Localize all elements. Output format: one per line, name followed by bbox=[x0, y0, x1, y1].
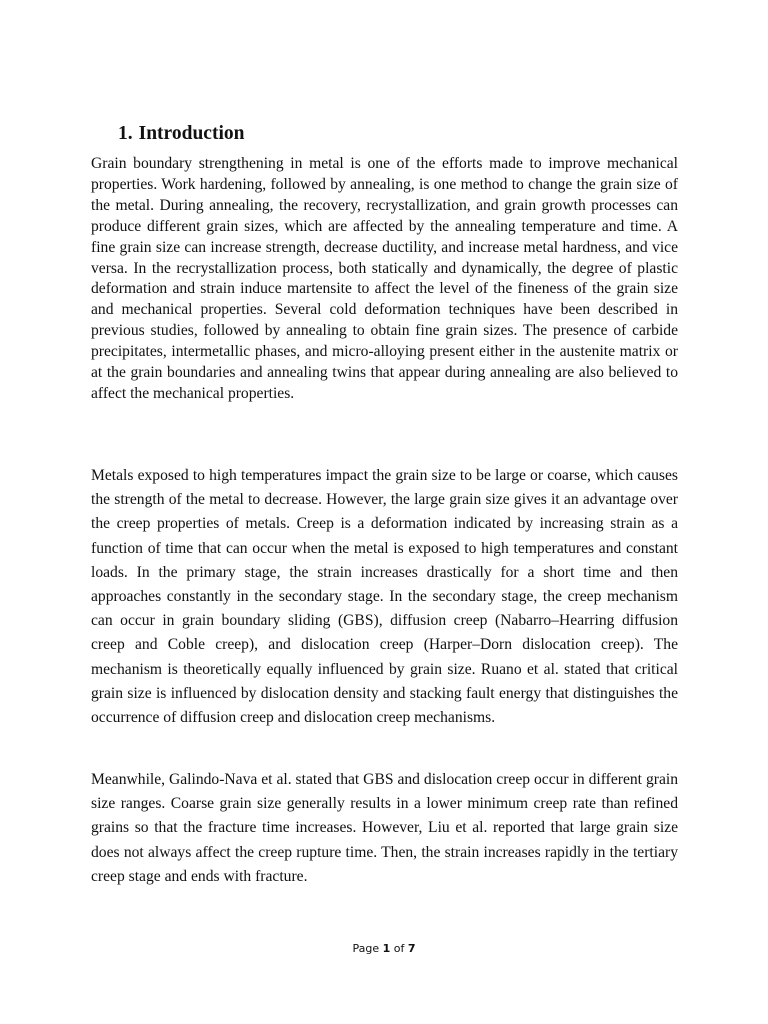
page-label: Page bbox=[352, 942, 380, 955]
paragraph-high-temperature-creep: Metals exposed to high temperatures impact the grain size to be large or coarse, which causes the strength of the metal to decrease. However, the large grain size gives it an advantage over the creep properties of metals. Creep is a deformation indicated by increasing strain as a function of time that can occur when the metal is exposed to high temperatures and constant loads. In the primary stage, the strain increases drastically for a short time and then approaches constantly in the secondary stage. In the secondary stage, the creep mechanism can occur in grain boundary sliding (GBS), diffusion creep (Nabarro–Hearring diffusion creep and Coble creep), and dislocation creep (Harper–Dorn dislocation creep). The mechanism is theoretically equally influenced by grain size. Ruano et al. stated that critical grain size is influenced by dislocation density and stacking fault energy that distinguishes the occurrence of diffusion creep and dislocation creep mechanisms. bbox=[91, 467, 678, 727]
paragraph-grain-boundary-strengthening: Grain boundary strengthening in metal is one of the efforts made to improve mechanical properties. Work hardening, followed by annealing, is one method to change the grain size of the metal. During annealing, the recovery, recrystallization, and grain growth processes can produce different grain sizes, which are affected by the annealing temperature and time. A fine grain size can increase strength, decrease ductility, and increase metal hardness, and vice versa. In the recrystallization process, both statically and dynamically, the degree of plastic deformation and strain induce martensite to affect the level of the fineness of the grain size and mechanical properties. Several cold deformation techniques have been described in previous studies, followed by annealing to obtain fine grain sizes. The presence of carbide precipitates, intermetallic phases, and micro-alloying present either in the austenite matrix or at the grain boundaries and annealing twins that appear during annealing are also believed to affect the mechanical properties. bbox=[91, 155, 678, 402]
total-pages-number: 7 bbox=[407, 942, 416, 955]
current-page-number: 1 bbox=[382, 942, 391, 955]
page-footer bbox=[0, 942, 768, 955]
section-number: 1. bbox=[118, 123, 133, 144]
of-label: of bbox=[393, 942, 405, 955]
section-heading bbox=[118, 121, 244, 147]
section-title: Introduction bbox=[138, 123, 245, 144]
paragraph-grain-size-ranges: Meanwhile, Galindo-Nava et al. stated that GBS and dislocation creep occur in different grain size ranges. Coarse grain size generally results in a lower minimum creep rate than refined grains so that the fracture time increases. However, Liu et al. reported that large grain size does not always affect the creep rupture time. Then, the strain increases rapidly in the tertiary creep stage and ends with fracture. bbox=[91, 771, 678, 885]
